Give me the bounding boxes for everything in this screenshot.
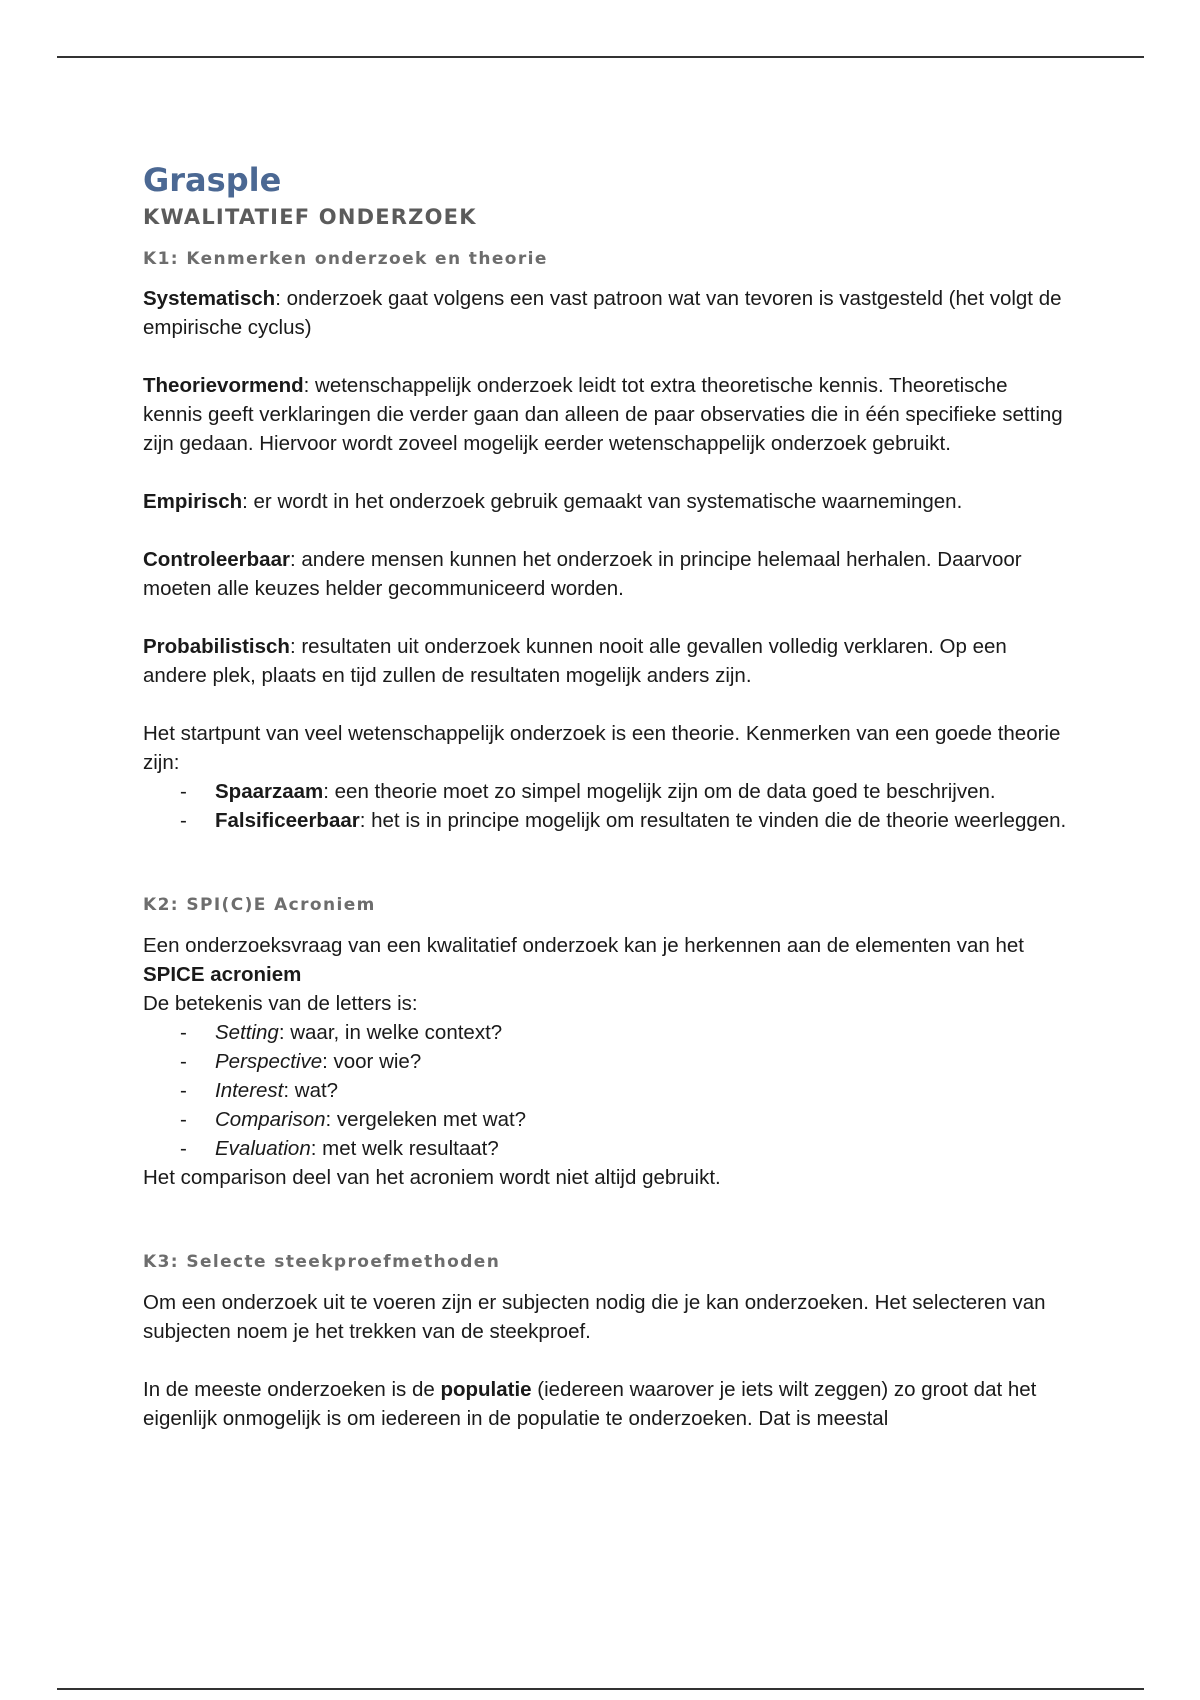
text-theorievormend: : wetenschappelijk onderzoek leidt tot extra theoretische kennis. Theoretische kennis geeft verklaringen die verder gaan dan alleen de paar observaties die in één specifieke setting zijn gedaan. Hiervoor wordt zoveel mogelijk eerder wetenschappelijk onderzoek gebruikt. xyxy=(143,374,1063,455)
footer-rule xyxy=(57,1688,1144,1690)
paragraph-theorie-intro: Het startpunt van veel wetenschappelijk onderzoek is een theorie. Kenmerken van een goede theorie zijn: xyxy=(143,722,1061,774)
list-item-evaluation: - Evaluation: met welk resultaat? xyxy=(180,1137,499,1160)
theory-criteria-list xyxy=(143,777,1068,835)
section-heading-k3: K3: Selecte steekproefmethoden xyxy=(143,1252,501,1272)
list-item-comparison: - Comparison: vergeleken met wat? xyxy=(180,1108,527,1131)
list-item-perspective: - Perspective: voor wie? xyxy=(180,1050,422,1073)
term-populatie: populatie xyxy=(440,1378,532,1401)
term-theorievormend: Theorievormend xyxy=(143,374,304,397)
list-item-spaarzaam: - Spaarzaam: een theorie moet zo simpel mogelijk zijn om de data goed te beschrijven. xyxy=(180,780,996,803)
spice-list xyxy=(143,1018,1068,1163)
document-subtitle: KWALITATIEF ONDERZOEK xyxy=(143,205,477,229)
document-title: Grasple xyxy=(143,161,282,199)
section-heading-k2: K2: SPI(C)E Acroniem xyxy=(143,895,376,915)
term-controleerbaar: Controleerbaar xyxy=(143,548,290,571)
paragraph-controleerbaar xyxy=(143,545,1068,603)
paragraph-probabilistisch xyxy=(143,632,1068,690)
paragraph-systematisch xyxy=(143,284,1068,342)
section-heading-k1: K1: Kenmerken onderzoek en theorie xyxy=(143,249,548,269)
term-empirisch: Empirisch xyxy=(143,490,243,513)
text-systematisch: : onderzoek gaat volgens een vast patroon wat van tevoren is vastgesteld (het volgt de empirische cyclus) xyxy=(143,287,1062,339)
paragraph-spice-closing: Het comparison deel van het acroniem wordt niet altijd gebruikt. xyxy=(143,1166,721,1189)
list-item-setting: - Setting: waar, in welke context? xyxy=(180,1021,503,1044)
paragraph-letters-intro: De betekenis van de letters is: xyxy=(143,992,418,1015)
header-rule xyxy=(57,56,1144,58)
paragraph-populatie: In de meeste onderzoeken is de populatie (iedereen waarover je iets wilt zeggen) zo groot dat het eigenlijk onmogelijk is om iedereen in de populatie te onderzoeken. Dat is meestal xyxy=(143,1378,1037,1430)
term-spice: SPICE acroniem xyxy=(143,963,302,986)
document-body xyxy=(143,160,1068,1433)
text-empirisch: : er wordt in het onderzoek gebruik gemaakt van systematische waarnemingen. xyxy=(242,490,963,513)
paragraph-empirisch xyxy=(143,487,1068,516)
term-probabilistisch: Probabilistisch xyxy=(143,635,290,658)
text-controleerbaar: : andere mensen kunnen het onderzoek in principe helemaal herhalen. Daarvoor moeten alle keuzes helder gecommuniceerd worden. xyxy=(143,548,1022,600)
paragraph-spice-intro: Een onderzoeksvraag van een kwalitatief onderzoek kan je herkennen aan de elementen van het SPICE acroniem xyxy=(143,934,1024,986)
paragraph-steekproef: Om een onderzoek uit te voeren zijn er subjecten nodig die je kan onderzoeken. Het selecteren van subjecten noem je het trekken van de steekproef. xyxy=(143,1291,1046,1343)
paragraph-theorievormend xyxy=(143,371,1068,458)
list-item-falsificeerbaar: - Falsificeerbaar: het is in principe mogelijk om resultaten te vinden die de theorie weerleggen. xyxy=(180,809,1067,832)
list-item-interest: - Interest: wat? xyxy=(180,1079,339,1102)
term-systematisch: Systematisch xyxy=(143,287,276,310)
text-probabilistisch: : resultaten uit onderzoek kunnen nooit alle gevallen volledig verklaren. Op een andere plek, plaats en tijd zullen de resultaten mogelijk anders zijn. xyxy=(143,635,1007,687)
